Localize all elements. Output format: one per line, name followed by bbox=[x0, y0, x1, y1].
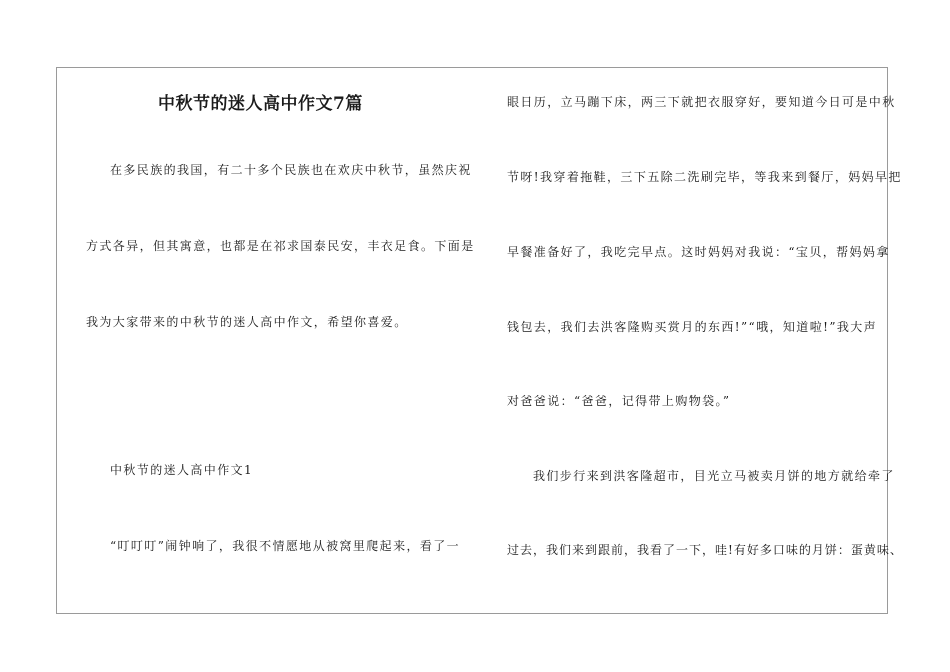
right-line-7: 过去，我们来到跟前，我看了一下，哇!有好多口味的月饼：蛋黄味、 bbox=[507, 543, 903, 557]
document-title: 中秋节的迷人高中作文7篇 bbox=[158, 94, 363, 114]
right-line-6: 我们步行来到洪客隆超市，目光立马被卖月饼的地方就给牵了 bbox=[533, 469, 895, 483]
right-line-3: 早餐准备好了，我吃完早点。这时妈妈对我说：“宝贝，帮妈妈拿 bbox=[507, 245, 890, 259]
essay-first-line: “叮叮叮”闹钟响了，我很不情愿地从被窝里爬起来，看了一 bbox=[110, 539, 461, 553]
intro-line-2: 方式各异，但其寓意，也都是在祁求国泰民安，丰衣足食。下面是 bbox=[86, 239, 475, 253]
right-line-4: 钱包去，我们去洪客隆购买赏月的东西!”“哦，知道啦!”我大声 bbox=[507, 320, 878, 334]
page-frame bbox=[56, 67, 888, 614]
essay-heading: 中秋节的迷人高中作文1 bbox=[110, 463, 254, 477]
right-line-2: 节呀!我穿着拖鞋，三下五除二洗刷完毕，等我来到餐厅，妈妈早把 bbox=[507, 170, 902, 184]
right-line-5: 对爸爸说：“爸爸，记得带上购物袋。” bbox=[507, 394, 731, 408]
right-line-1: 眼日历，立马蹦下床，两三下就把衣服穿好，要知道今日可是中秋 bbox=[507, 95, 896, 109]
intro-line-3: 我为大家带来的中秋节的迷人高中作文，希望你喜爱。 bbox=[86, 315, 408, 329]
intro-line-1: 在多民族的我国，有二十多个民族也在欢庆中秋节，虽然庆祝 bbox=[110, 163, 472, 177]
